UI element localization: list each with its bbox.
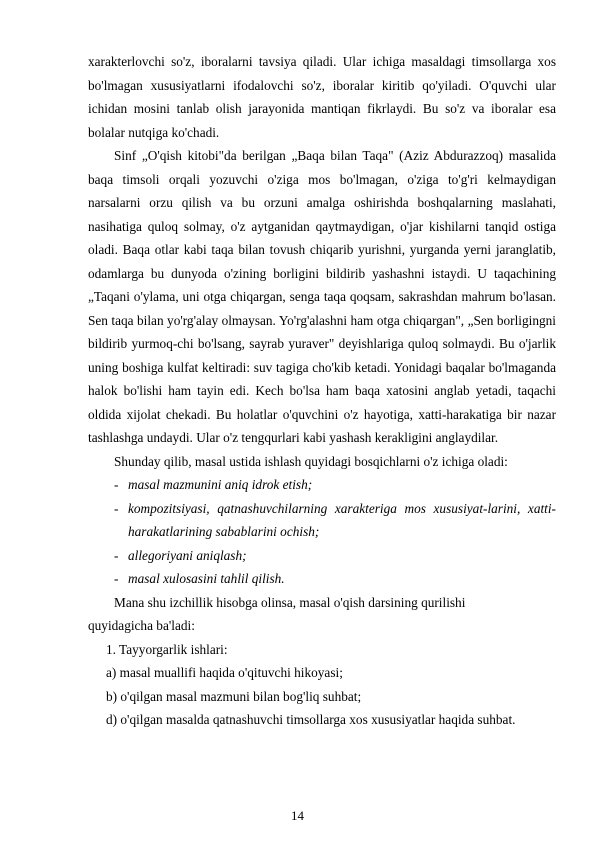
list-item-text: masal xulosasini tahlil qilish. bbox=[128, 571, 285, 586]
paragraph-lesson-structure: Mana shu izchillik hisobga olinsa, masal o'qish darsining qurilishi bbox=[114, 594, 466, 610]
list-item bbox=[88, 567, 556, 591]
list-dash: - bbox=[114, 547, 119, 563]
paragraph-intro: xarakterlovchi so'z, iboralarni tavsiya qiladi. Ular ichiga masaldagi timsollarga xos bo'lmagan xususiyatlarni ifodalovchi so'z, iboralar kiritib qo'yiladi. O'quvchi ular ichidan mosini tanlab olish jarayonida mantiqan fikrlaydi. Bu so'z va iboralar esa bolalar nutqiga ko'chadi. bbox=[88, 54, 556, 140]
stage-item: a) masal muallifi haqida o'qituvchi hikoyasi; bbox=[106, 665, 343, 680]
stage-item: b) o'qilgan masal mazmuni bilan bog'liq suhbat; bbox=[106, 688, 362, 704]
stage-item: d) o'qilgan masalda qatnashuvchi timsollarga xos xususiyatlar haqida suhbat. bbox=[106, 712, 516, 727]
list-item bbox=[88, 473, 556, 497]
paragraph-stages-intro: Shunday qilib, masal ustida ishlash quyidagi bosqichlarni o'z ichiga oladi: bbox=[114, 453, 508, 469]
stages-list bbox=[88, 473, 556, 591]
document-page bbox=[88, 50, 556, 732]
stage-title: 1. Tayyorgarlik ishlari: bbox=[106, 641, 228, 657]
page-number: 14 bbox=[291, 808, 304, 823]
list-item bbox=[88, 544, 556, 568]
list-item-text: allegoriyani aniqlash; bbox=[128, 547, 247, 563]
list-dash: - bbox=[114, 500, 119, 516]
paragraph-lesson-structure-cont: quyidagicha ba'ladi: bbox=[88, 618, 195, 633]
list-item-text: kompozitsiyasi, qatnashuvchilarning xarakteriga mos xususiyat-larini, xatti- harakatlarining sabablarini ochish; bbox=[128, 500, 556, 539]
list-item bbox=[88, 497, 556, 544]
paragraph-fable-analysis: Sinf „O'qish kitobi"da berilgan „Baqa bilan Taqa" (Aziz Abdurazzoq) masalida baqa timsoli orqali yozuvchi o'ziga mos bo'lmagan, o'ziga to'g'ri kelmaydigan narsalarni orzu qilish va bu orzuni amalga oshirishda boshqalarning maslahati, nasihatiga quloq solmay, o'z aytganidan qaytmaydigan, o'jar kishilarni tanqid ostiga oladi. Baqa otlar kabi taqa bilan tovush chiqarib yurishni, yurganda yerni jaranglatib, odamlarga bu dunyoda o'zining borligini bildirib yashashni istaydi. U taqachining „Taqani o'ylama, uni otga chiqargan, senga taqa qoqsam, sakrashdan mahrum bo'lasan. Sen taqa bilan yo'rg'alay olmaysan. Yo'rg'alashni ham otga chiqargan", „Sen borligingni bildirib yurmoq-chi bo'lsang, sayrab yuraver" deyishlariga quloq solmaydi. Bu o'jarlik uning boshiga kulfat keltiradi: suv tagiga cho'kib ketadi. Yonidagi baqalar bo'lmaganda halok bo'lishi ham tayin edi. Kech bo'lsa ham baqa xatosini anglab yetadi, taqachi oldida xijolat chekadi. Bu holatlar o'quvchini o'z hayotiga, xatti-harakatiga bir nazar tashlashga undaydi. Ular o'z tengqurlari kabi yashash kerakligini anglaydilar. bbox=[88, 148, 556, 445]
list-dash: - bbox=[114, 477, 119, 492]
list-item-text: masal mazmunini aniq idrok etish; bbox=[128, 477, 313, 492]
list-dash: - bbox=[114, 571, 119, 586]
